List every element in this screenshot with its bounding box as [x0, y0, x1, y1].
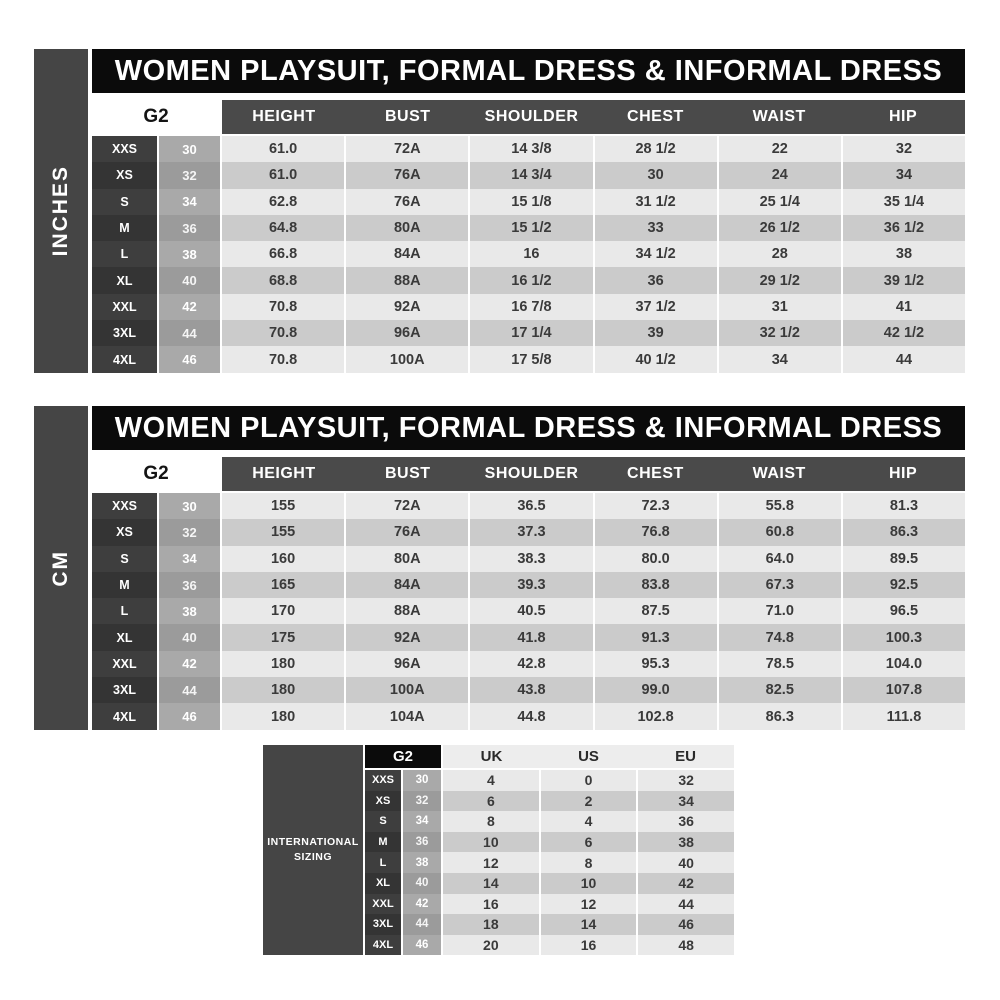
value-cell: 68.8	[222, 267, 346, 293]
value-cell: 17 1/4	[470, 320, 594, 346]
value-cell: 18	[443, 914, 541, 935]
column-header-height: HEIGHT	[222, 100, 346, 134]
value-cell: 36 1/2	[843, 215, 965, 241]
size-cell: 3XL	[92, 320, 159, 346]
size-number-cell: 30	[403, 770, 443, 791]
value-cell: 175	[222, 624, 346, 650]
value-cell: 66.8	[222, 241, 346, 267]
value-cell: 76.8	[595, 519, 719, 545]
size-group-header: G2	[92, 457, 222, 491]
size-number-cell: 46	[159, 346, 222, 372]
column-header-chest: CHEST	[593, 100, 717, 134]
value-cell: 104.0	[843, 651, 965, 677]
table-row	[365, 832, 734, 853]
value-cell: 83.8	[595, 572, 719, 598]
column-header-bust: BUST	[346, 100, 470, 134]
table-row	[92, 346, 965, 372]
value-cell: 29 1/2	[719, 267, 843, 293]
value-cell: 70.8	[222, 346, 346, 372]
value-cell: 22	[719, 136, 843, 162]
value-cell: 41	[843, 294, 965, 320]
value-cell: 42	[638, 873, 734, 894]
size-number-cell: 42	[159, 651, 222, 677]
size-cell: XXL	[92, 651, 159, 677]
value-cell: 82.5	[719, 677, 843, 703]
table-row	[92, 677, 965, 703]
column-header-hip: HIP	[841, 457, 965, 491]
size-number-cell: 42	[159, 294, 222, 320]
table-row	[92, 267, 965, 293]
value-cell: 92.5	[843, 572, 965, 598]
value-cell: 74.8	[719, 624, 843, 650]
size-cell: XS	[92, 519, 159, 545]
value-cell: 20	[443, 935, 541, 956]
value-cell: 16 7/8	[470, 294, 594, 320]
value-cell: 80A	[346, 546, 470, 572]
value-cell: 44	[843, 346, 965, 372]
value-cell: 107.8	[843, 677, 965, 703]
value-cell: 170	[222, 598, 346, 624]
value-cell: 34	[843, 162, 965, 188]
value-cell: 6	[541, 832, 639, 853]
size-cell: XXL	[365, 894, 403, 915]
value-cell: 36	[595, 267, 719, 293]
size-number-cell: 36	[403, 832, 443, 853]
value-cell: 64.8	[222, 215, 346, 241]
size-cell: 4XL	[92, 703, 159, 729]
value-cell: 78.5	[719, 651, 843, 677]
size-group-header: G2	[92, 100, 222, 134]
value-cell: 86.3	[719, 703, 843, 729]
size-cell: 3XL	[365, 914, 403, 935]
value-cell: 28	[719, 241, 843, 267]
value-cell: 86.3	[843, 519, 965, 545]
value-cell: 160	[222, 546, 346, 572]
column-header-waist: WAIST	[717, 457, 841, 491]
size-cell: L	[92, 598, 159, 624]
size-number-cell: 36	[159, 572, 222, 598]
size-cell: S	[92, 546, 159, 572]
value-cell: 84A	[346, 241, 470, 267]
size-number-cell: 42	[403, 894, 443, 915]
size-cell: XL	[92, 267, 159, 293]
value-cell: 99.0	[595, 677, 719, 703]
column-header-chest: CHEST	[593, 457, 717, 491]
size-cell: S	[365, 811, 403, 832]
value-cell: 100A	[346, 677, 470, 703]
value-cell: 61.0	[222, 162, 346, 188]
table-row	[365, 852, 734, 873]
value-cell: 62.8	[222, 189, 346, 215]
value-cell: 61.0	[222, 136, 346, 162]
size-number-cell: 40	[159, 267, 222, 293]
column-header-waist: WAIST	[717, 100, 841, 134]
value-cell: 38.3	[470, 546, 594, 572]
value-cell: 32 1/2	[719, 320, 843, 346]
value-cell: 6	[443, 791, 541, 812]
value-cell: 16	[443, 894, 541, 915]
value-cell: 16	[541, 935, 639, 956]
value-cell: 102.8	[595, 703, 719, 729]
size-group-header: G2	[365, 745, 443, 768]
value-cell: 31	[719, 294, 843, 320]
value-cell: 92A	[346, 294, 470, 320]
value-cell: 44	[638, 894, 734, 915]
size-cell: XL	[365, 873, 403, 894]
value-cell: 39.3	[470, 572, 594, 598]
value-cell: 72A	[346, 136, 470, 162]
table-title: WOMEN PLAYSUIT, FORMAL DRESS & INFORMAL DRESS	[92, 49, 965, 93]
size-cell: XXL	[92, 294, 159, 320]
value-cell: 48	[638, 935, 734, 956]
value-cell: 36.5	[470, 493, 594, 519]
value-cell: 15 1/8	[470, 189, 594, 215]
value-cell: 8	[443, 811, 541, 832]
value-cell: 14 3/8	[470, 136, 594, 162]
value-cell: 8	[541, 852, 639, 873]
size-number-cell: 40	[159, 624, 222, 650]
table-row	[92, 241, 965, 267]
value-cell: 91.3	[595, 624, 719, 650]
value-cell: 42.8	[470, 651, 594, 677]
value-cell: 12	[541, 894, 639, 915]
value-cell: 12	[443, 852, 541, 873]
size-cell: 4XL	[365, 935, 403, 956]
value-cell: 64.0	[719, 546, 843, 572]
value-cell: 80A	[346, 215, 470, 241]
value-cell: 2	[541, 791, 639, 812]
size-table-cm	[92, 406, 965, 730]
value-cell: 14	[443, 873, 541, 894]
value-cell: 180	[222, 651, 346, 677]
value-cell: 70.8	[222, 320, 346, 346]
table-row	[92, 703, 965, 729]
value-cell: 34	[638, 791, 734, 812]
value-cell: 40	[638, 852, 734, 873]
size-number-cell: 30	[159, 493, 222, 519]
value-cell: 104A	[346, 703, 470, 729]
unit-label-cm: CM	[49, 549, 72, 587]
value-cell: 30	[595, 162, 719, 188]
value-cell: 72A	[346, 493, 470, 519]
value-cell: 111.8	[843, 703, 965, 729]
value-cell: 31 1/2	[595, 189, 719, 215]
value-cell: 34	[719, 346, 843, 372]
value-cell: 34 1/2	[595, 241, 719, 267]
size-number-cell: 30	[159, 136, 222, 162]
size-number-cell: 44	[159, 320, 222, 346]
value-cell: 24	[719, 162, 843, 188]
table-row	[365, 811, 734, 832]
value-cell: 38	[638, 832, 734, 853]
size-number-cell: 32	[403, 791, 443, 812]
table-row	[92, 598, 965, 624]
column-header-eu: EU	[637, 745, 734, 768]
size-cell: L	[365, 852, 403, 873]
table-row	[92, 651, 965, 677]
size-cell: 3XL	[92, 677, 159, 703]
value-cell: 76A	[346, 189, 470, 215]
value-cell: 0	[541, 770, 639, 791]
size-cell: XL	[92, 624, 159, 650]
size-cell: XS	[365, 791, 403, 812]
size-number-cell: 38	[403, 852, 443, 873]
value-cell: 15 1/2	[470, 215, 594, 241]
value-cell: 96A	[346, 651, 470, 677]
table-row	[92, 320, 965, 346]
value-cell: 84A	[346, 572, 470, 598]
table-row	[92, 189, 965, 215]
table-row	[92, 294, 965, 320]
table-title: WOMEN PLAYSUIT, FORMAL DRESS & INFORMAL DRESS	[92, 406, 965, 450]
value-cell: 155	[222, 519, 346, 545]
size-number-cell: 46	[403, 935, 443, 956]
international-sizing-table	[365, 745, 734, 955]
value-cell: 38	[843, 241, 965, 267]
value-cell: 89.5	[843, 546, 965, 572]
table-row	[365, 770, 734, 791]
column-header-bust: BUST	[346, 457, 470, 491]
table-header-row	[365, 745, 734, 768]
value-cell: 16 1/2	[470, 267, 594, 293]
value-cell: 37 1/2	[595, 294, 719, 320]
size-number-cell: 34	[159, 189, 222, 215]
value-cell: 70.8	[222, 294, 346, 320]
value-cell: 100A	[346, 346, 470, 372]
table-row	[92, 519, 965, 545]
size-number-cell: 36	[159, 215, 222, 241]
size-cell: XXS	[365, 770, 403, 791]
table-row	[365, 791, 734, 812]
value-cell: 100.3	[843, 624, 965, 650]
size-cell: M	[92, 572, 159, 598]
size-number-cell: 40	[403, 873, 443, 894]
value-cell: 17 5/8	[470, 346, 594, 372]
column-header-height: HEIGHT	[222, 457, 346, 491]
table-row	[92, 572, 965, 598]
table-row	[365, 873, 734, 894]
size-cell: M	[365, 832, 403, 853]
size-number-cell: 32	[159, 162, 222, 188]
value-cell: 32	[638, 770, 734, 791]
value-cell: 55.8	[719, 493, 843, 519]
value-cell: 4	[541, 811, 639, 832]
table-body	[92, 493, 965, 730]
value-cell: 92A	[346, 624, 470, 650]
value-cell: 67.3	[719, 572, 843, 598]
size-number-cell: 38	[159, 598, 222, 624]
value-cell: 44.8	[470, 703, 594, 729]
value-cell: 4	[443, 770, 541, 791]
unit-strip-cm	[34, 406, 88, 730]
value-cell: 95.3	[595, 651, 719, 677]
value-cell: 60.8	[719, 519, 843, 545]
table-row	[365, 914, 734, 935]
value-cell: 14	[541, 914, 639, 935]
value-cell: 25 1/4	[719, 189, 843, 215]
value-cell: 10	[541, 873, 639, 894]
value-cell: 88A	[346, 267, 470, 293]
value-cell: 80.0	[595, 546, 719, 572]
column-header-shoulder: SHOULDER	[470, 457, 594, 491]
size-number-cell: 46	[159, 703, 222, 729]
table-row	[92, 136, 965, 162]
value-cell: 76A	[346, 519, 470, 545]
value-cell: 41.8	[470, 624, 594, 650]
value-cell: 88A	[346, 598, 470, 624]
value-cell: 32	[843, 136, 965, 162]
value-cell: 46	[638, 914, 734, 935]
unit-label-inches: INCHES	[49, 165, 72, 257]
size-cell: XXS	[92, 136, 159, 162]
international-sizing-text: INTERNATIONAL SIZING	[267, 836, 359, 863]
value-cell: 72.3	[595, 493, 719, 519]
table-row	[92, 546, 965, 572]
size-cell: M	[92, 215, 159, 241]
value-cell: 39	[595, 320, 719, 346]
column-header-hip: HIP	[841, 100, 965, 134]
column-header-uk: UK	[443, 745, 540, 768]
value-cell: 76A	[346, 162, 470, 188]
table-row	[365, 935, 734, 956]
value-cell: 14 3/4	[470, 162, 594, 188]
size-number-cell: 34	[159, 546, 222, 572]
value-cell: 155	[222, 493, 346, 519]
value-cell: 36	[638, 811, 734, 832]
size-table-inches	[92, 49, 965, 373]
unit-strip-inches	[34, 49, 88, 373]
size-cell: 4XL	[92, 346, 159, 372]
table-row	[92, 493, 965, 519]
table-row	[92, 215, 965, 241]
international-sizing-label	[263, 745, 363, 955]
table-row	[92, 162, 965, 188]
size-cell: S	[92, 189, 159, 215]
size-cell: XXS	[92, 493, 159, 519]
table-row	[92, 624, 965, 650]
value-cell: 28 1/2	[595, 136, 719, 162]
table-header-row	[92, 457, 965, 491]
size-number-cell: 32	[159, 519, 222, 545]
value-cell: 43.8	[470, 677, 594, 703]
table-row	[365, 894, 734, 915]
value-cell: 16	[470, 241, 594, 267]
value-cell: 165	[222, 572, 346, 598]
value-cell: 33	[595, 215, 719, 241]
value-cell: 40 1/2	[595, 346, 719, 372]
column-header-shoulder: SHOULDER	[470, 100, 594, 134]
value-cell: 35 1/4	[843, 189, 965, 215]
value-cell: 39 1/2	[843, 267, 965, 293]
size-cell: XS	[92, 162, 159, 188]
value-cell: 180	[222, 703, 346, 729]
value-cell: 87.5	[595, 598, 719, 624]
value-cell: 180	[222, 677, 346, 703]
value-cell: 10	[443, 832, 541, 853]
table-body	[365, 770, 734, 955]
table-body	[92, 136, 965, 373]
size-number-cell: 44	[159, 677, 222, 703]
value-cell: 71.0	[719, 598, 843, 624]
size-number-cell: 34	[403, 811, 443, 832]
value-cell: 40.5	[470, 598, 594, 624]
value-cell: 96.5	[843, 598, 965, 624]
size-number-cell: 44	[403, 914, 443, 935]
value-cell: 96A	[346, 320, 470, 346]
size-cell: L	[92, 241, 159, 267]
value-cell: 37.3	[470, 519, 594, 545]
column-header-us: US	[540, 745, 637, 768]
size-number-cell: 38	[159, 241, 222, 267]
table-header-row	[92, 100, 965, 134]
value-cell: 26 1/2	[719, 215, 843, 241]
value-cell: 42 1/2	[843, 320, 965, 346]
value-cell: 81.3	[843, 493, 965, 519]
